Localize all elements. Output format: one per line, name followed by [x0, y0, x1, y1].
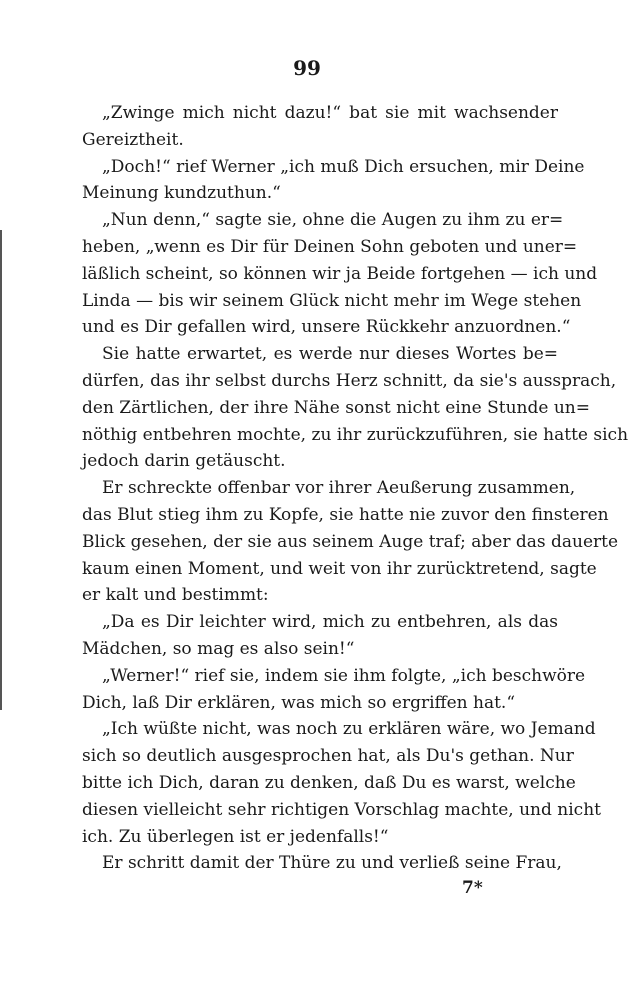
text-line: Dich, laß Dir erklären, was mich so ergriffen hat.“: [82, 692, 516, 713]
text-line: „Nun denn,“ sagte sie, ohne die Augen zu ihm zu er=: [102, 210, 564, 231]
text-line: Blick gesehen, der sie aus seinem Auge traf; aber das dauerte: [82, 531, 619, 552]
text-line: „Ich wüßte nicht, was noch zu erklären wäre, wo Jemand: [102, 719, 596, 740]
text-line: er kalt und bestimmt:: [82, 585, 269, 606]
text-line: „Werner!“ rief sie, indem sie ihm folgte, „ich beschwöre: [102, 665, 586, 686]
text-line: kaum einen Moment, und weit von ihr zurücktretend, sagte: [82, 558, 597, 579]
text-line: läßlich scheint, so können wir ja Beide fortgehen — ich und: [82, 263, 598, 284]
text-line: Er schritt damit der Thüre zu und verließ seine Frau,: [102, 853, 562, 874]
text-line: „Doch!“ rief Werner „ich muß Dich ersuchen, mir Deine: [102, 156, 585, 177]
text-line: sich so deutlich ausgesprochen hat, als Du's gethan. Nur: [82, 746, 574, 767]
text-line: heben, „wenn es Dir für Deinen Sohn geboten und uner=: [82, 236, 578, 257]
text-line: Linda — bis wir seinem Glück nicht mehr im Wege stehen: [82, 290, 582, 311]
text-line: ich. Zu überlegen ist er jedenfalls!“: [82, 826, 389, 847]
text-line: Mädchen, so mag es also sein!“: [82, 638, 355, 659]
text-line: Meinung kundzuthun.“: [82, 183, 281, 204]
text-line: Er schreckte offenbar vor ihrer Aeußerung zusammen,: [102, 478, 576, 499]
text-line: jedoch darin getäuscht.: [82, 451, 286, 472]
page-edge-shadow: [0, 230, 2, 710]
page-number: 99: [293, 56, 321, 80]
text-line: nöthig entbehren mochte, zu ihr zurückzuführen, sie hatte sich: [82, 424, 629, 445]
text-line: „Da es Dir leichter wird, mich zu entbehren, als das: [102, 612, 558, 633]
signature-mark: 7*: [462, 878, 483, 898]
text-line: dürfen, das ihr selbst durchs Herz schnitt, da sie's aussprach,: [82, 370, 617, 391]
text-line: Sie hatte erwartet, es werde nur dieses Wortes be=: [102, 344, 558, 365]
text-line: bitte ich Dich, daran zu denken, daß Du es warst, welche: [82, 772, 576, 793]
text-line: „Zwinge mich nicht dazu!“ bat sie mit wachsender: [102, 103, 558, 123]
text-line: den Zärtlichen, der ihre Nähe sonst nicht eine Stunde un=: [82, 397, 590, 418]
page-body-text: [82, 100, 629, 877]
text-line: diesen vielleicht sehr richtigen Vorschlag machte, und nicht: [82, 799, 601, 820]
text-line: Gereiztheit.: [82, 129, 184, 150]
text-line: und es Dir gefallen wird, unsere Rückkehr anzuordnen.“: [82, 317, 571, 338]
text-line: das Blut stieg ihm zu Kopfe, sie hatte nie zuvor den finsteren: [82, 504, 609, 525]
